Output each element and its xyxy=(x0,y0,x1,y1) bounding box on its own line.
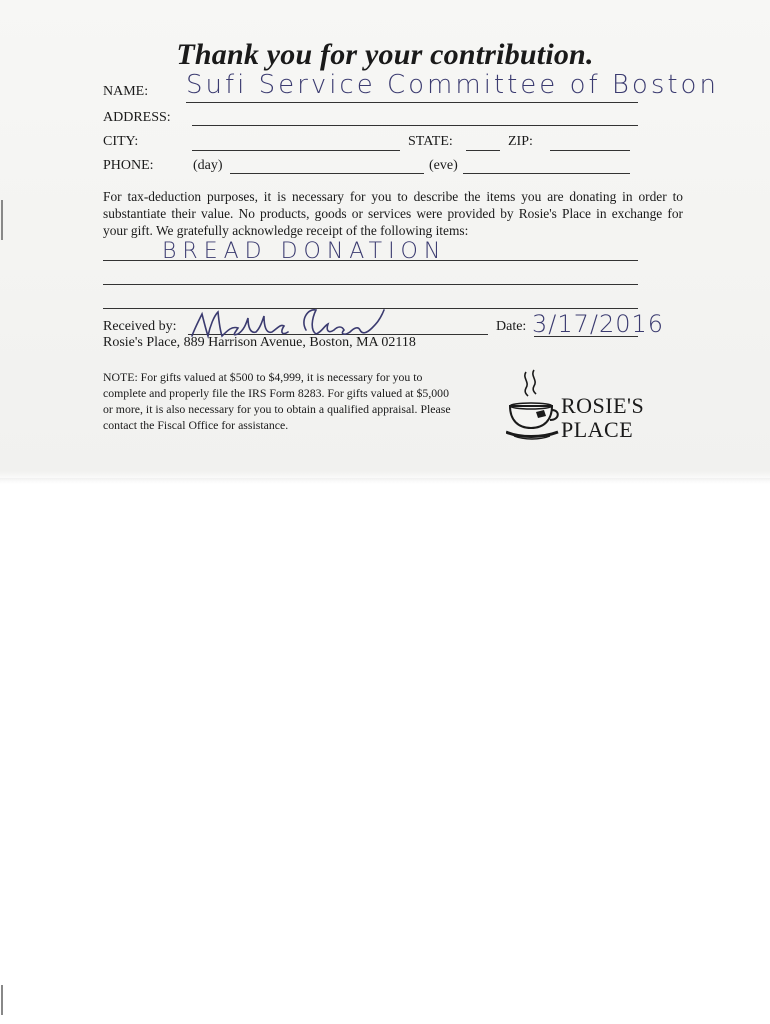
date-label: Date: xyxy=(496,319,527,334)
phone-eve-line xyxy=(463,173,630,174)
phone-eve-label: (eve) xyxy=(429,158,458,173)
name-line xyxy=(186,102,638,103)
tax-deduction-paragraph: For tax-deduction purposes, it is necessary for you to describe the items you are donating in order to substantiate their value. No products, goods or services were provided by Rosie's Place in exchange for your gift. We gratefully acknowledge receipt of the following items: xyxy=(103,189,683,238)
items-line-1 xyxy=(103,260,638,261)
received-by-label: Received by: xyxy=(103,319,177,334)
scan-edge-mark xyxy=(1,200,3,240)
note-paragraph: NOTE: For gifts valued at $500 to $4,999, it is necessary for you to complete and properly file the IRS Form 8283. For gifts valued at $5,000 or more, it is also necessary for you to obtain a qualified appraisal. Please contact the Fiscal Office for assistance. xyxy=(103,370,451,432)
address-line xyxy=(192,125,638,126)
name-label: NAME: xyxy=(103,84,149,99)
items-line-2 xyxy=(103,284,638,285)
page-title: Thank you for your contribution. xyxy=(176,38,594,71)
logo-line-2: PLACE xyxy=(561,417,634,442)
state-line xyxy=(466,150,500,151)
zip-label: ZIP: xyxy=(508,134,533,149)
organization-address: Rosie's Place, 889 Harrison Avenue, Boston, MA 02118 xyxy=(103,335,416,350)
date-handwritten-value: 3/17/2016 xyxy=(532,310,665,338)
logo-line-1: ROSIE'S xyxy=(561,393,645,418)
phone-label: PHONE: xyxy=(103,158,154,173)
city-line xyxy=(192,150,400,151)
state-label: STATE: xyxy=(408,134,453,149)
logo-text xyxy=(561,394,644,442)
paper-fold xyxy=(0,478,770,484)
scan-edge-mark xyxy=(1,985,3,1015)
address-label: ADDRESS: xyxy=(103,110,171,125)
zip-line xyxy=(550,150,630,151)
city-label: CITY: xyxy=(103,134,139,149)
phone-day-label: (day) xyxy=(193,158,223,173)
items-handwritten-value: BREAD DONATION xyxy=(162,239,447,264)
name-handwritten-value: Sufi Service Committee of Boston xyxy=(186,70,719,100)
phone-day-line xyxy=(230,173,424,174)
